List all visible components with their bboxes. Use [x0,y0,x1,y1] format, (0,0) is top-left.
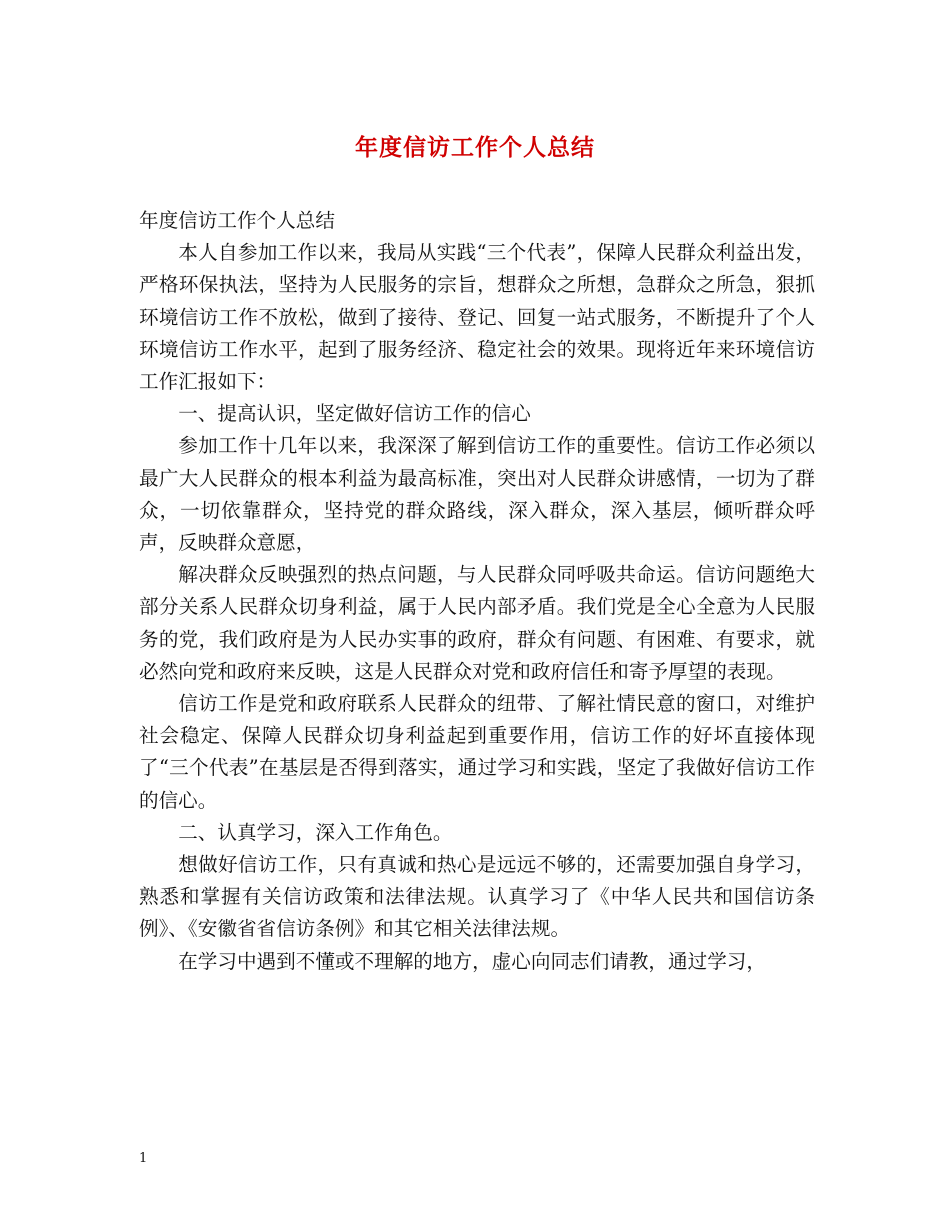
section-heading-1: 一、提高认识，坚定做好信访工作的信心 [178,402,531,426]
section-heading-2: 二、认真学习，深入工作角色。 [178,820,453,844]
page-number: 1 [139,1151,148,1166]
paragraph: 想做好信访工作，只有真诚和热心是远远不够的，还需要加强自身学习，熟悉和掌握有关信访政策和法律法规。认真学习了《中华人民共和国信访条例》、《安徽省省信访条例》和其它相关法律法规。 [139,853,815,941]
document-title: 年度信访工作个人总结 [355,134,595,161]
body-heading: 年度信访工作个人总结 [139,209,335,232]
paragraph: 参加工作十几年以来，我深深了解到信访工作的重要性。信访工作必须以最广大人民群众的根本利益为最高标准，突出对人民群众讲感情，一切为了群众，一切依靠群众，坚持党的群众路线，深入群众，深入基层，倾听群众呼声，反映群众意愿， [139,434,815,555]
document-body [139,205,815,978]
paragraph-intro: 本人自参加工作以来，我局从实践“三个代表”，保障人民群众利益出发，严格环保执法，坚持为人民服务的宗旨，想群众之所想，急群众之所急，狠抓环境信访工作不放松，做到了接待、登记、回复一站式服务，不断提升了个人环境信访工作水平，起到了服务经济、稳定社会的效果。现将近年来环境信访工作汇报如下： [139,241,815,394]
paragraph: 在学习中遇到不懂或不理解的地方，虚心向同志们请教，通过学习， [178,949,766,973]
paragraph: 解决群众反映强烈的热点问题，与人民群众同呼吸共命运。信访问题绝大部分关系人民群众切身利益，属于人民内部矛盾。我们党是全心全意为人民服务的党，我们政府是为人民办实事的政府，群众有问题、有困难、有要求，就必然向党和政府来反映，这是人民群众对党和政府信任和寄予厚望的表现。 [139,563,815,683]
paragraph: 信访工作是党和政府联系人民群众的纽带、了解社情民意的窗口，对维护社会稳定、保障人民群众切身利益起到重要作用，信访工作的好坏直接体现了“三个代表”在基层是否得到落实，通过学习和实践，坚定了我做好信访工作的信心。 [139,692,815,812]
